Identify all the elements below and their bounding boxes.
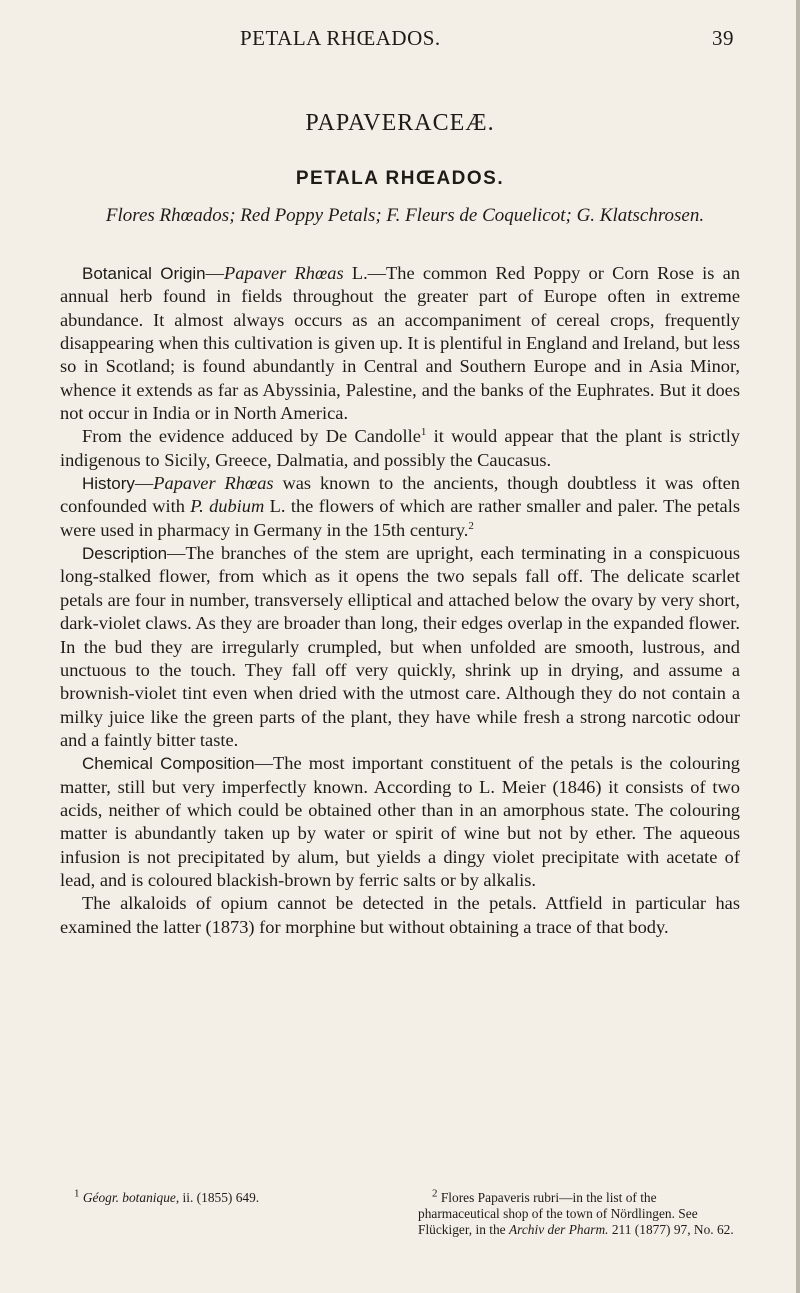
- paragraph: [60, 752, 740, 892]
- section-heading: Description: [82, 544, 168, 564]
- italic-text: Papaver Rhœas: [224, 263, 344, 283]
- text-run: Flores Papaveris rubri—in the list of the pharmaceutical shop of the town of Nördlingen. See Flückiger, in the: [418, 1190, 698, 1237]
- italic-text: P. dubium: [190, 496, 265, 517]
- body-text: [60, 262, 740, 939]
- text-run: 211 (1877) 97, No. 62.: [608, 1222, 734, 1237]
- footnote-marker: 1: [420, 426, 427, 439]
- paragraph: [60, 262, 740, 425]
- text-run: L. the flowers of which are rather smaller and paler. The petals were used in pharmacy in Germany in the 15th century.: [60, 496, 740, 540]
- text-run: it would appear that the plant is strictly indigenous to Sicily, Greece, Dalmatia, and possibly the Caucasus.: [60, 426, 740, 470]
- footnotes: [60, 1187, 740, 1238]
- footnote: [418, 1187, 740, 1238]
- paragraph: [60, 542, 740, 752]
- footnote-marker: 2: [468, 519, 474, 532]
- drug-title: PETALA RHŒADOS.: [295, 168, 505, 189]
- text-run: , ii. (1855) 649.: [175, 1190, 260, 1205]
- text-run: From the evidence adduced by De Candolle: [82, 426, 421, 447]
- text-run: —The branches of the stem are upright, each terminating in a conspicuous long-stalked flower, from which as it opens the two sepals fall off. The delicate scarlet petals are four in number, transversely elliptical and attached below the ovary by very short, dark-violet claws. As they are broader than long, their edges overlap in the expanded flower. In the bud they are irregularly crumpled, but when unfolded are smooth, lustrous, and unctuous to the touch. They fall off very quickly, shrink up in drying, and assume a brownish-violet tint even when dried with the utmost care. Although they do not contain a milky juice like the green parts of the plant, they have while fresh a strong narcotic odour and a faintly bitter taste.: [60, 543, 740, 750]
- synonyms-line: Flores Rhœados; Red Poppy Petals; F. Fleurs de Coquelicot; G. Klatschrosen.: [105, 205, 705, 226]
- text-run: The alkaloids of opium cannot be detected in the petals. Attfield in particular has examined the latter (1873) for morphine but without obtaining a trace of that body.: [60, 893, 740, 937]
- text-run: —: [205, 263, 225, 283]
- text-run: was known to the ancients, though doubtless it was often confounded with: [60, 473, 740, 517]
- paragraph: [60, 425, 740, 472]
- text-run: L.—The common Red Poppy or Corn Rose is an annual herb found in fields throughout the greater part of Europe often in extreme abundance. It almost always occurs as an accompaniment of cereal crops, frequently disappearing when this cultivation is given up. It is plentiful in England and Ireland, but less so in Scotland; is found abundantly in Central and Southern Europe and in Asia Minor, whence it extends as far as Abyssinia, Palestine, and the banks of the Euphrates. But it does not occur in India or in North America.: [60, 263, 740, 424]
- text-run: —The most important constituent of the petals is the colouring matter, still but very imperfectly known. According to L. Meier (1846) it consists of two acids, neither of which could be obtained other than in an amorphous state. The colouring matter is abundantly taken up by water or spirit of wine but not by ether. The aqueous infusion is not precipitated by alum, but yields a dingy violet precipitate with acetate of lead, and is coloured blackish-brown by ferric salts or by alkalis.: [60, 753, 740, 890]
- section-heading: Botanical Origin: [82, 264, 206, 283]
- italic-text: Géogr. botanique: [82, 1190, 176, 1205]
- footnote-marker: 1: [74, 1187, 80, 1200]
- page-number: 39: [712, 26, 734, 50]
- italic-text: Archiv der Pharm.: [508, 1222, 609, 1237]
- footnote-marker: 2: [432, 1187, 438, 1200]
- italic-text: Papaver Rhœas: [153, 473, 274, 494]
- text-run: —: [134, 473, 154, 494]
- footnote: [60, 1187, 382, 1238]
- paragraph: [60, 472, 740, 542]
- section-heading: Chemical Composition: [82, 754, 255, 774]
- running-head-title: PETALA RHŒADOS.: [240, 26, 441, 50]
- family-heading: PAPAVERACEÆ.: [305, 110, 495, 136]
- paragraph: [60, 892, 740, 939]
- page-edge: [796, 0, 800, 1293]
- section-heading: History: [82, 474, 135, 494]
